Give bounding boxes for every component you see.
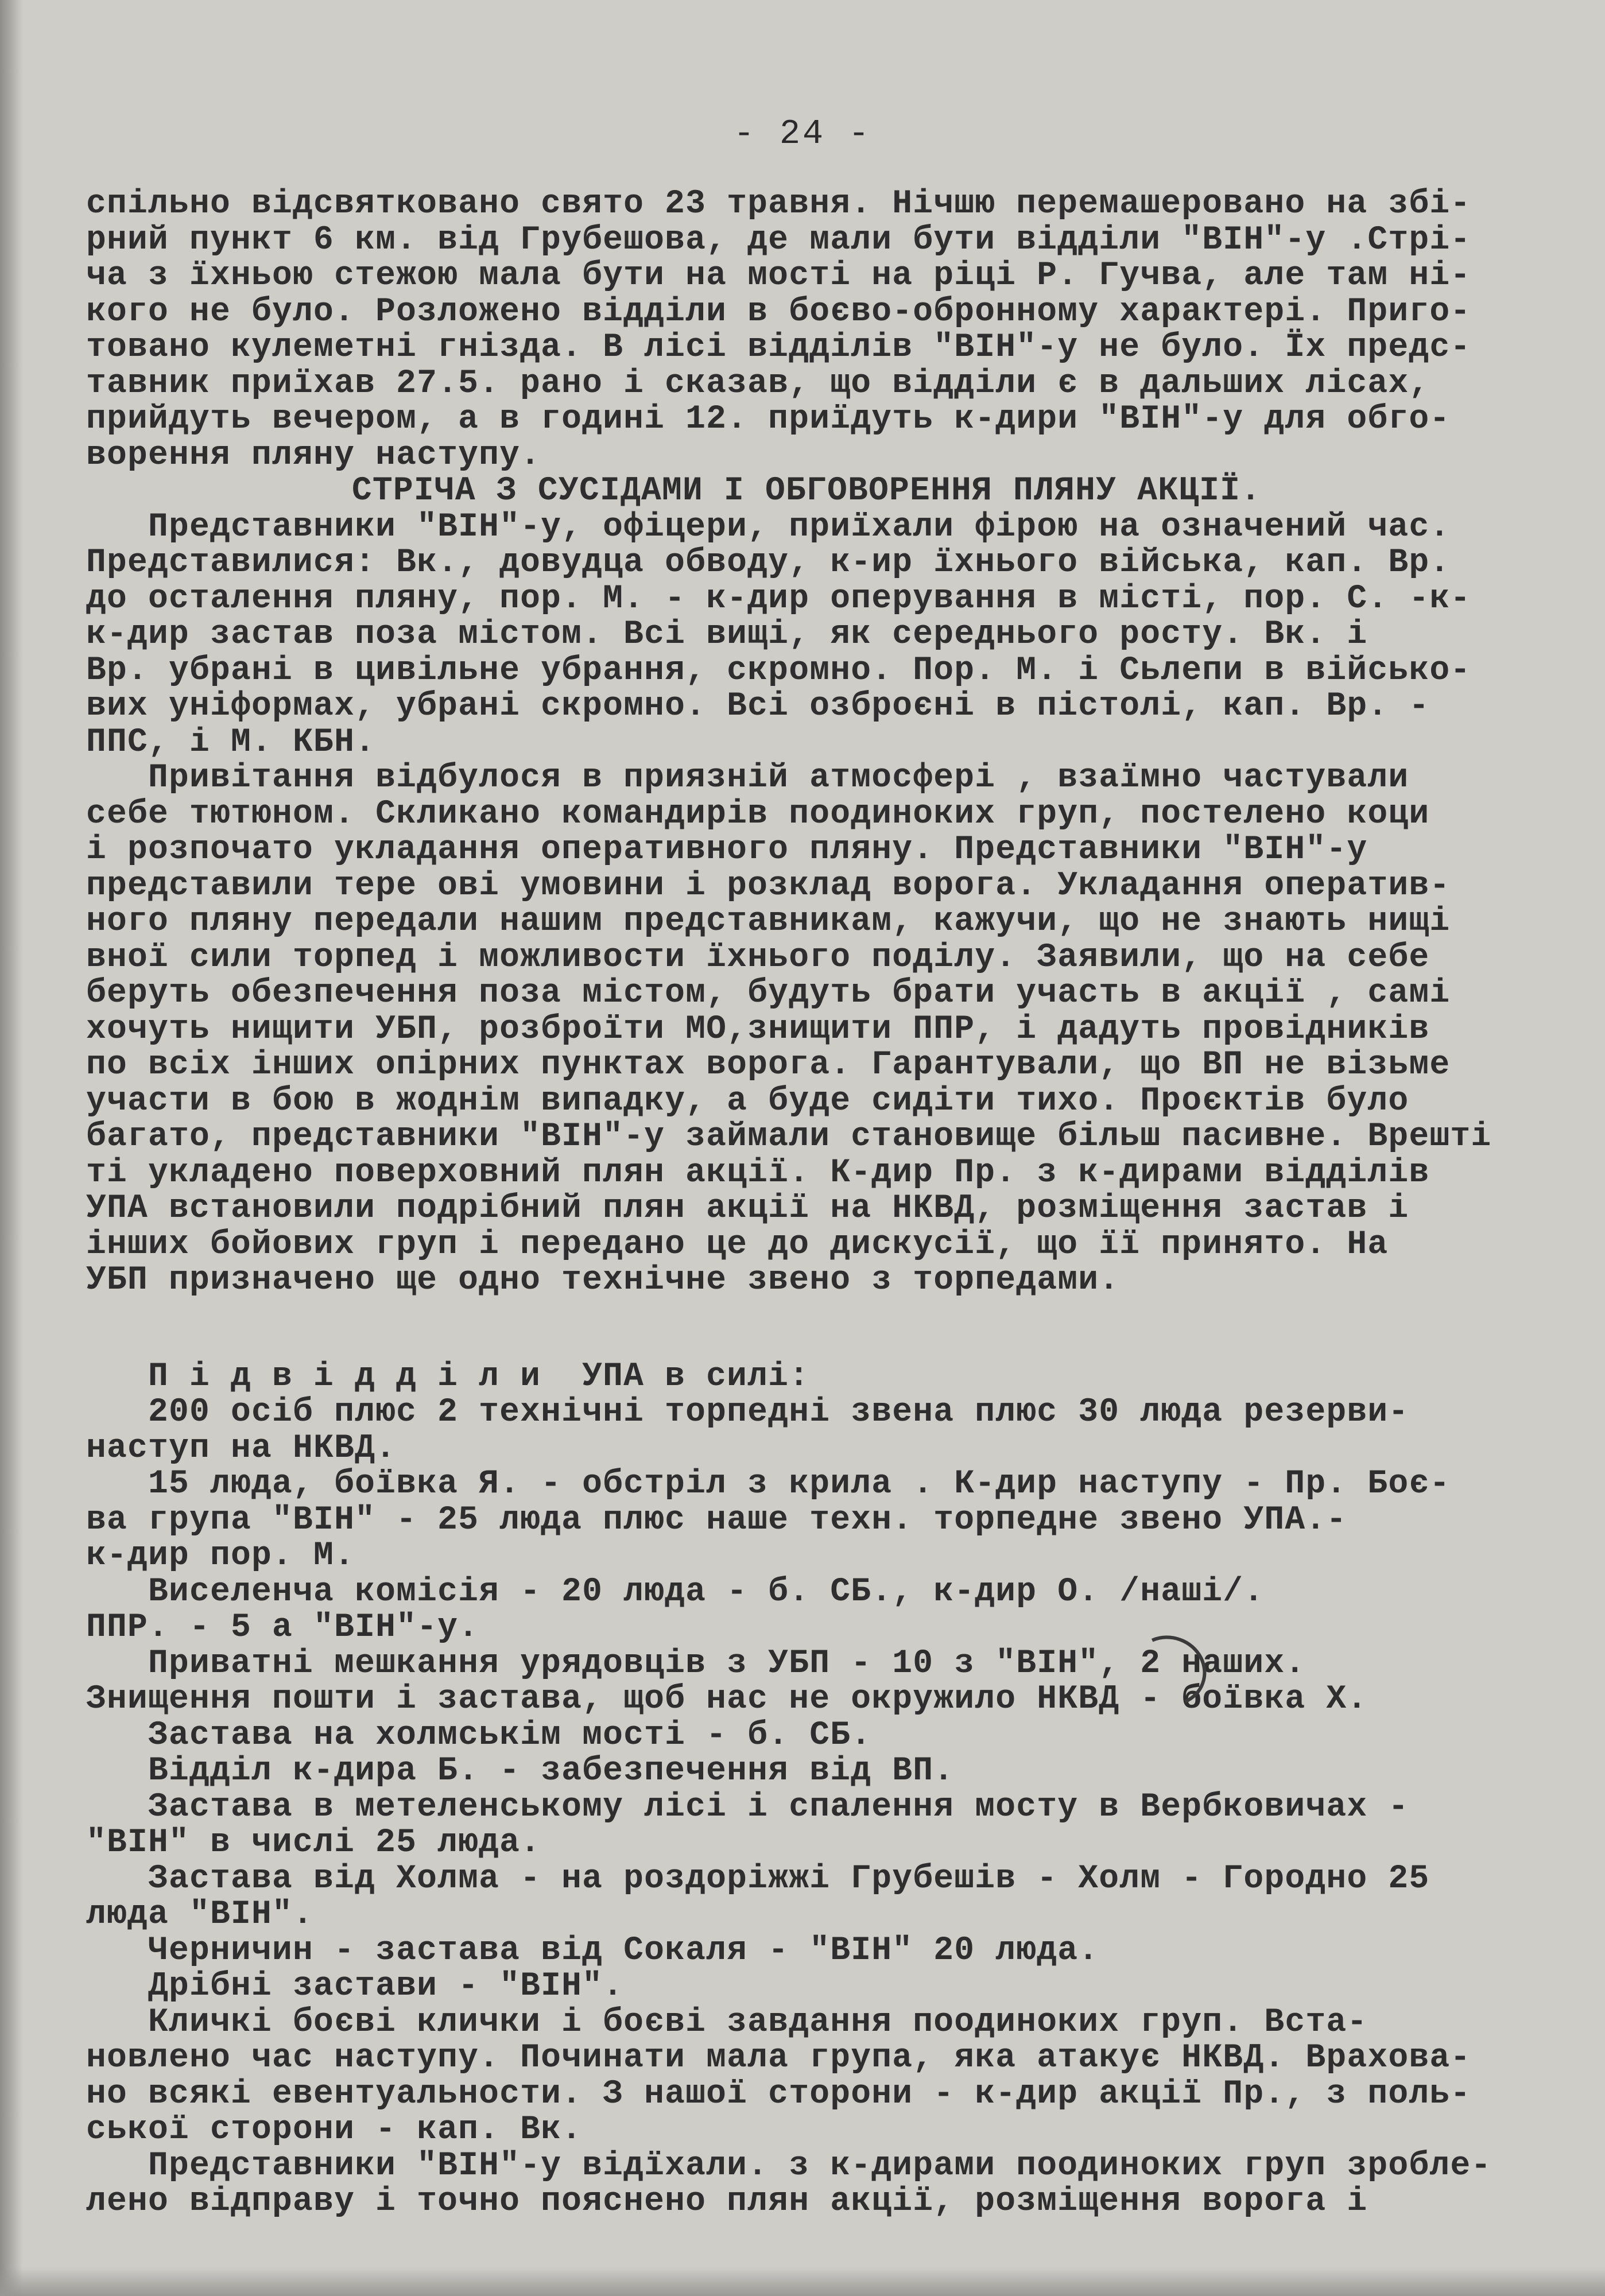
text-line: спільно відсвятковано свято 23 травня. Нічшю перемашеровано на збі- <box>86 185 1471 223</box>
text-line: себе тютюном. Скликано командирів поодиноких груп, постелено коци <box>86 795 1430 833</box>
body-text <box>86 187 1527 2220</box>
text-line: товано кулеметні гнізда. В лісі відділів "ВІН"-у не було. Їх предс- <box>86 329 1471 366</box>
scan-edge-shadow <box>0 0 23 2296</box>
text-line: прийдуть вечером, а в годині 12. приїдуть к-дири "ВІН"-у для обго- <box>86 401 1451 438</box>
text-line: Вр. убрані в цивільне убрання, скромно. Пор. М. і Сьлепи в військо- <box>86 651 1471 689</box>
text-line: ного пляну передали нашим представникам, кажучи, що не знають нищі <box>86 903 1451 940</box>
text-line: Застава від Холма - на роздоріжжі Грубешів - Холм - Городно 25 <box>86 1860 1430 1898</box>
text-line: хочуть нищити УБП, розброїти МО,знищити ППР, і дадуть провідників <box>86 1010 1430 1048</box>
text-line: багато, представники "ВІН"-у займали становище більш пасивне. Врешті <box>86 1118 1492 1155</box>
text-line: Представилися: Вк., довудца обводу, к-ир їхнього війська, кап. Вр. <box>86 544 1451 581</box>
text-line: Застава на холмськім мості - б. СБ. <box>86 1716 872 1754</box>
text-line: ті укладено поверховний плян акції. К-дир Пр. з к-дирами відділів <box>86 1154 1430 1192</box>
text-line: наступ на НКВД. <box>86 1429 397 1467</box>
text-line: УПА встановили подрібний плян акції на НКВД, розміщення застав і <box>86 1190 1409 1227</box>
text-line: Відділ к-дира Б. - забезпечення від ВП. <box>86 1752 955 1790</box>
text-line: но всякі евентуальности. З нашої сторони - к-дир акції Пр., з поль- <box>86 2075 1471 2113</box>
page-number: - 24 - <box>733 115 872 154</box>
text-line: ППС, і М. КБН. <box>86 723 376 761</box>
text-line: "ВІН" в числі 25 люда. <box>86 1824 541 1861</box>
text-line <box>86 1299 1527 1359</box>
text-line: Застава в метеленському лісі і спалення мосту в Вербковичах - <box>86 1788 1409 1826</box>
section-heading: СТРІЧА З СУСІДАМИ І ОБГОВОРЕННЯ ПЛЯНУ АКЦІЇ. <box>351 472 1262 510</box>
text-line: Черничин - застава від Сокаля - "ВІН" 20 люда. <box>86 1932 1099 1969</box>
text-line: рний пункт 6 км. від Грубешова, де мали бути відділи "ВІН"-у .Стрі- <box>86 221 1471 259</box>
text-line: Кличкі боєві клички і боєві завдання поодиноких груп. Вста- <box>86 2003 1368 2041</box>
text-line: Привітання відбулося в приязній атмосфері , взаїмно частували <box>86 759 1409 797</box>
text-line: ської сторони - кап. Вк. <box>86 2111 583 2148</box>
text-line: Приватні мешкання урядовців з УБП - 10 з "ВІН", 2 наших. <box>86 1645 1306 1682</box>
text-line: к-дир пор. М. <box>86 1537 355 1574</box>
text-line: П і д в і д д і л и УПА в силі: <box>86 1358 810 1395</box>
text-line: ворення пляну наступу. <box>86 436 541 474</box>
text-line: ва група "ВІН" - 25 люда плюс наше техн. торпедне звено УПА.- <box>86 1501 1347 1539</box>
text-line: Представники "ВІН"-у, офіцери, приїхали фірою на означений час. <box>86 508 1451 546</box>
text-line: вих уніформах, убрані скромно. Всі озброєні в пістолі, кап. Вр. - <box>86 688 1430 725</box>
text-line: Дрібні застави - "ВІН". <box>86 1968 624 2005</box>
text-line: і розпочато укладання оперативного пляну. Представники "ВІН"-у <box>86 831 1368 868</box>
text-line: по всіх інших опірних пунктах ворога. Гарантували, що ВП не візьме <box>86 1046 1451 1084</box>
text-line: 15 люда, боївка Я. - обстріл з крила . К-дир наступу - Пр. Боє- <box>86 1465 1451 1503</box>
text-line: інших бойових груп і передано це до дискусії, що її принято. На <box>86 1225 1389 1263</box>
text-line: участи в бою в жоднім випадку, а буде сидіти тихо. Проєктів було <box>86 1082 1409 1120</box>
text-line: 200 осіб плюс 2 технічні торпедні звена плюс 30 люда резерви- <box>86 1394 1409 1431</box>
text-line: представили тере ові умовини і розклад ворога. Укладання оператив- <box>86 867 1451 905</box>
text-line: Представники "ВІН"-у відїхали. з к-дирами поодиноких груп зробле- <box>86 2147 1492 2185</box>
text-line: к-дир застав поза містом. Всі вищі, як середнього росту. Вк. і <box>86 616 1368 653</box>
text-line: ча з їхньою стежою мала бути на мості на ріці Р. Гучва, але там ні- <box>86 257 1471 294</box>
text-line: беруть обезпечення поза містом, будуть брати участь в акції , самі <box>86 975 1451 1012</box>
text-line: тавник приїхав 27.5. рано і сказав, що відділи є в дальших лісах, <box>86 364 1430 402</box>
text-line: кого не було. Розложено відділи в боєво-обронному характері. Приго- <box>86 293 1471 331</box>
text-line: вної сили торпед і можливости їхнього поділу. Заявили, що на себе <box>86 938 1430 976</box>
scan-bottom-shadow <box>0 2267 1605 2296</box>
text-line: лено відправу і точно пояснено плян акції, розміщення ворога і <box>86 2183 1368 2220</box>
text-line: Знищення пошти і застава, щоб нас не окружило НКВД - боївка Х. <box>86 1681 1368 1718</box>
text-line: люда "ВІН". <box>86 1896 314 1933</box>
text-line: новлено час наступу. Починати мала група, яка атакує НКВД. Врахова- <box>86 2039 1471 2077</box>
text-line: УБП призначено ще одно технічне звено з торпедами. <box>86 1262 1120 1299</box>
text-line: Виселенча комісія - 20 люда - б. СБ., к-дир О. /наші/. <box>86 1573 1265 1611</box>
text-line: ППР. - 5 а "ВІН"-у. <box>86 1609 479 1646</box>
text-line: до осталення пляну, пор. М. - к-дир оперування в місті, пор. С. -к- <box>86 580 1471 618</box>
